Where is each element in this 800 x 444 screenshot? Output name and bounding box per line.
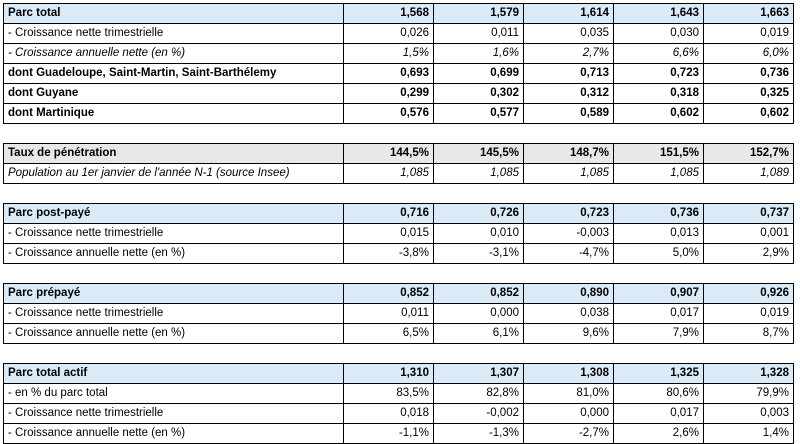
row-value: 0,030 (614, 24, 704, 44)
spacer-cell (4, 264, 794, 284)
row-value: -3,8% (344, 244, 434, 264)
row-value: 0,699 (434, 64, 524, 84)
table-row (4, 104, 794, 124)
table-row (4, 44, 794, 64)
table-spacer-row (4, 344, 794, 364)
spacer-cell (4, 124, 794, 144)
row-value: -1,1% (344, 424, 434, 444)
row-value: 81,0% (524, 384, 614, 404)
row-value: 1,6% (434, 44, 524, 64)
table-row (4, 404, 794, 424)
row-value: 0,713 (524, 64, 614, 84)
row-label: - Croissance annuelle nette (en %) (4, 424, 344, 444)
row-value: 1,643 (614, 4, 704, 24)
table-row (4, 364, 794, 384)
row-value: 0,001 (704, 224, 794, 244)
row-value: 0,852 (344, 284, 434, 304)
row-value: 145,5% (434, 144, 524, 164)
row-value: 0,011 (344, 304, 434, 324)
data-table (3, 3, 794, 444)
table-row (4, 284, 794, 304)
row-value: -4,7% (524, 244, 614, 264)
table-spacer-row (4, 184, 794, 204)
row-value: 1,614 (524, 4, 614, 24)
row-value: 0,723 (524, 204, 614, 224)
row-label: - Croissance annuelle nette (en %) (4, 244, 344, 264)
row-label: dont Guadeloupe, Saint-Martin, Saint-Barthélemy (4, 64, 344, 84)
row-value: 0,693 (344, 64, 434, 84)
row-value: -2,7% (524, 424, 614, 444)
row-value: 82,8% (434, 384, 524, 404)
row-value: 0,736 (704, 64, 794, 84)
row-value: 0,325 (704, 84, 794, 104)
table-spacer-row (4, 264, 794, 284)
row-value: 151,5% (614, 144, 704, 164)
table-row (4, 424, 794, 444)
row-value: 1,308 (524, 364, 614, 384)
table-row (4, 204, 794, 224)
row-value: 0,926 (704, 284, 794, 304)
row-value: 6,1% (434, 324, 524, 344)
row-value: 0,010 (434, 224, 524, 244)
row-value: 83,5% (344, 384, 434, 404)
row-label: - Croissance annuelle nette (en %) (4, 324, 344, 344)
row-label: Taux de pénétration (4, 144, 344, 164)
table-row (4, 4, 794, 24)
row-value: 0,000 (434, 304, 524, 324)
row-value: 0,716 (344, 204, 434, 224)
row-value: 0,312 (524, 84, 614, 104)
table-spacer-row (4, 124, 794, 144)
row-value: -0,003 (524, 224, 614, 244)
row-value: 9,6% (524, 324, 614, 344)
row-value: 0,577 (434, 104, 524, 124)
row-value: 1,089 (704, 164, 794, 184)
row-value: 0,602 (704, 104, 794, 124)
row-value: 0,019 (704, 24, 794, 44)
table-row (4, 244, 794, 264)
row-value: 1,328 (704, 364, 794, 384)
spacer-cell (4, 344, 794, 364)
table-row (4, 24, 794, 44)
row-value: 0,737 (704, 204, 794, 224)
row-value: 1,085 (614, 164, 704, 184)
row-value: 0,589 (524, 104, 614, 124)
row-value: 152,7% (704, 144, 794, 164)
row-value: 0,017 (614, 404, 704, 424)
table-row (4, 304, 794, 324)
row-value: 7,9% (614, 324, 704, 344)
table-row (4, 84, 794, 104)
row-value: 0,013 (614, 224, 704, 244)
row-label: dont Martinique (4, 104, 344, 124)
row-value: 0,318 (614, 84, 704, 104)
row-value: 79,9% (704, 384, 794, 404)
spreadsheet-sheet (3, 3, 793, 444)
row-value: -3,1% (434, 244, 524, 264)
row-value: 0,018 (344, 404, 434, 424)
row-value: 0,000 (524, 404, 614, 424)
row-value: 1,4% (704, 424, 794, 444)
row-value: 0,017 (614, 304, 704, 324)
row-value: 1,579 (434, 4, 524, 24)
row-value: 5,0% (614, 244, 704, 264)
row-value: 0,890 (524, 284, 614, 304)
row-value: 6,5% (344, 324, 434, 344)
row-value: 1,085 (344, 164, 434, 184)
row-value: 2,7% (524, 44, 614, 64)
row-value: 1,325 (614, 364, 704, 384)
row-value: 0,015 (344, 224, 434, 244)
table-row (4, 164, 794, 184)
row-value: 0,011 (434, 24, 524, 44)
row-value: 1,5% (344, 44, 434, 64)
row-value: 0,736 (614, 204, 704, 224)
row-value: 0,726 (434, 204, 524, 224)
row-label: - Croissance nette trimestrielle (4, 404, 344, 424)
table-row (4, 324, 794, 344)
table-row (4, 144, 794, 164)
table-row (4, 224, 794, 244)
row-label: Population au 1er janvier de l'année N-1 (source Insee) (4, 164, 344, 184)
row-value: 0,852 (434, 284, 524, 304)
row-value: 0,035 (524, 24, 614, 44)
row-value: 1,307 (434, 364, 524, 384)
row-value: 2,9% (704, 244, 794, 264)
row-value: 0,576 (344, 104, 434, 124)
row-label: - Croissance annuelle nette (en %) (4, 44, 344, 64)
row-value: 0,302 (434, 84, 524, 104)
row-value: 144,5% (344, 144, 434, 164)
row-value: 80,6% (614, 384, 704, 404)
row-value: 0,019 (704, 304, 794, 324)
spacer-cell (4, 184, 794, 204)
row-label: - Croissance nette trimestrielle (4, 224, 344, 244)
row-value: 1,310 (344, 364, 434, 384)
row-label: Parc prépayé (4, 284, 344, 304)
row-value: 0,723 (614, 64, 704, 84)
row-label: dont Guyane (4, 84, 344, 104)
row-value: 0,038 (524, 304, 614, 324)
table-row (4, 384, 794, 404)
row-value: 1,568 (344, 4, 434, 24)
row-value: -0,002 (434, 404, 524, 424)
row-value: 6,6% (614, 44, 704, 64)
row-value: 0,299 (344, 84, 434, 104)
row-value: 1,085 (434, 164, 524, 184)
row-value: 0,602 (614, 104, 704, 124)
row-label: - Croissance nette trimestrielle (4, 24, 344, 44)
row-value: 1,663 (704, 4, 794, 24)
row-value: 0,003 (704, 404, 794, 424)
row-value: 148,7% (524, 144, 614, 164)
row-value: 6,0% (704, 44, 794, 64)
row-value: 1,085 (524, 164, 614, 184)
row-value: 8,7% (704, 324, 794, 344)
table-row (4, 64, 794, 84)
row-label: Parc post-payé (4, 204, 344, 224)
row-value: -1,3% (434, 424, 524, 444)
row-value: 2,6% (614, 424, 704, 444)
row-label: - en % du parc total (4, 384, 344, 404)
row-label: Parc total (4, 4, 344, 24)
row-label: Parc total actif (4, 364, 344, 384)
row-value: 0,907 (614, 284, 704, 304)
row-label: - Croissance nette trimestrielle (4, 304, 344, 324)
table-body (4, 4, 794, 444)
row-value: 0,026 (344, 24, 434, 44)
